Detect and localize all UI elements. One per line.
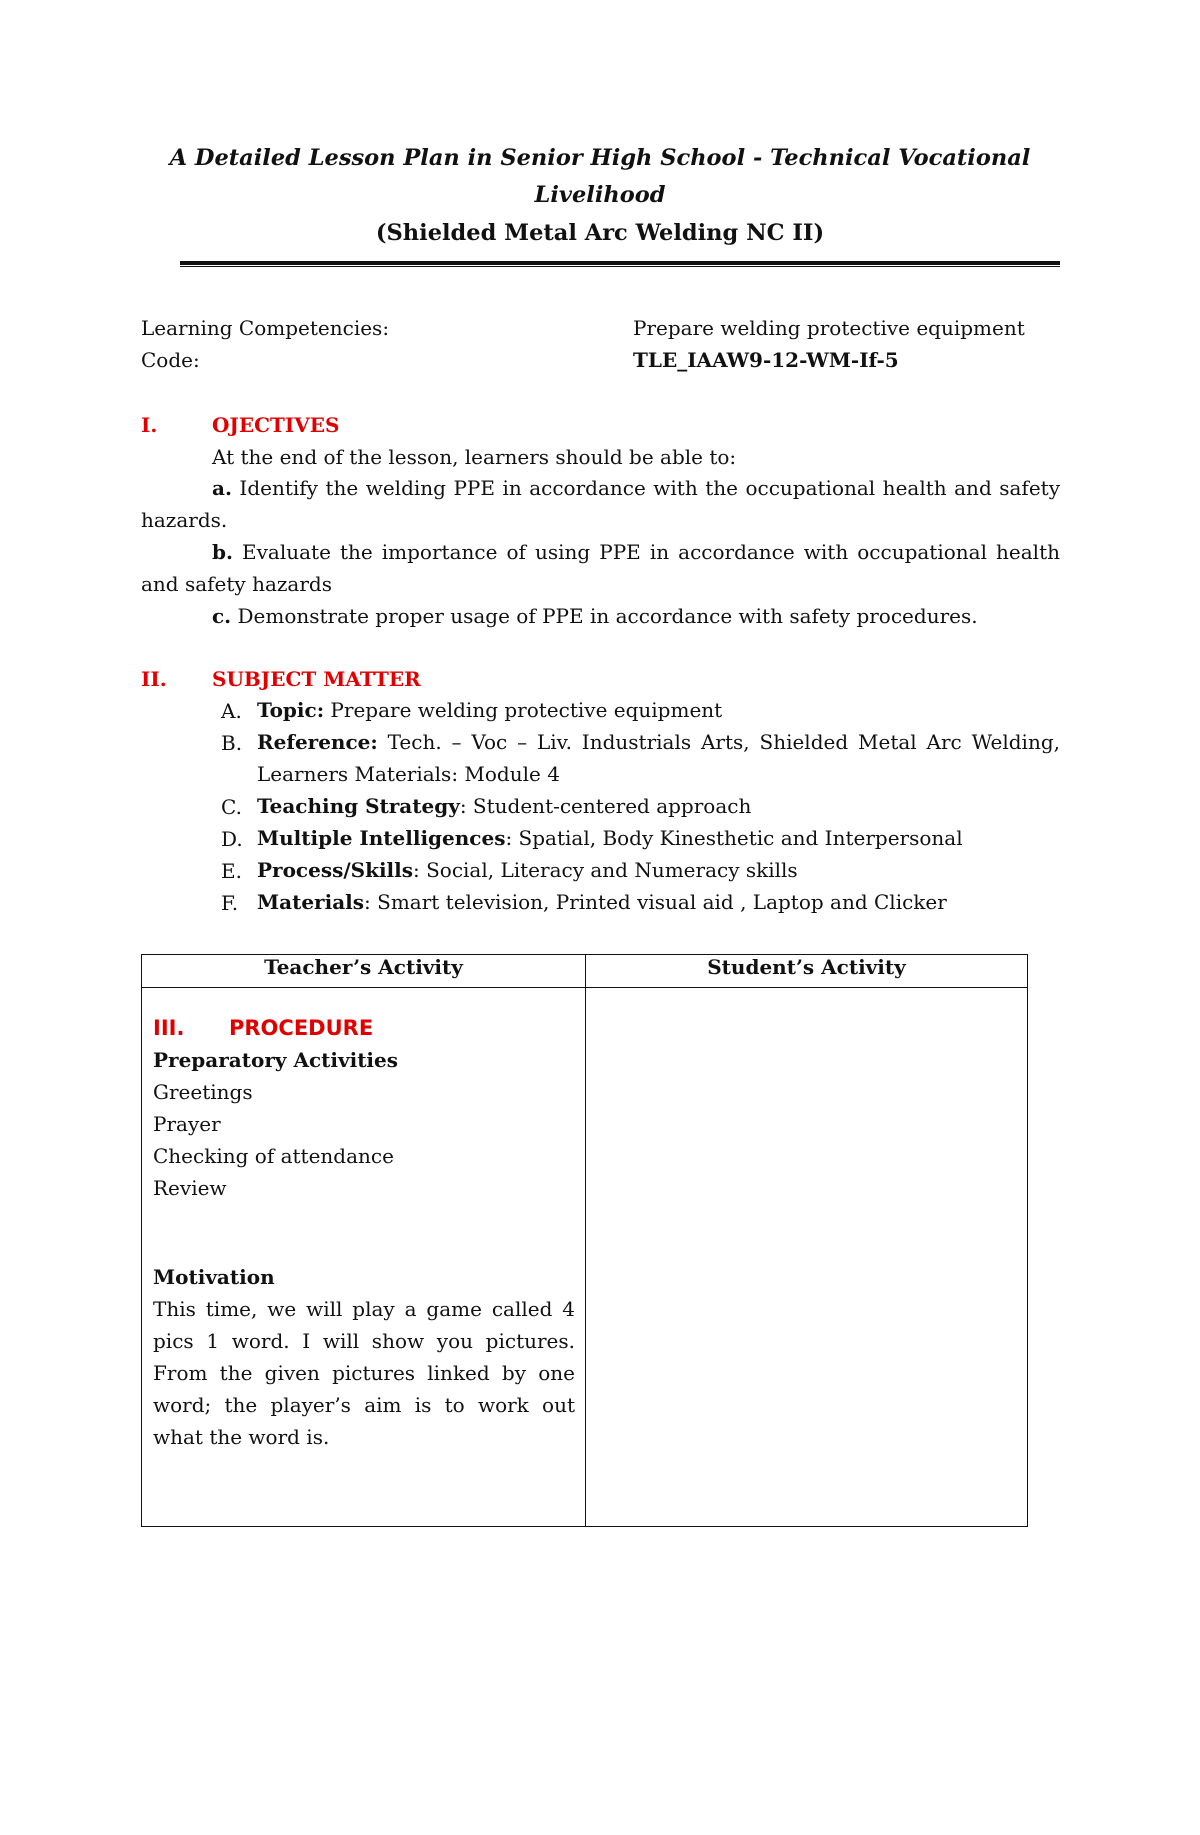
subject-item-letter: C.	[221, 795, 242, 819]
subject-matter-number: II.	[141, 667, 167, 691]
objective-text: Evaluate the importance of using PPE in accordance with occupational health and safety hazards	[141, 540, 1060, 596]
subject-item	[257, 790, 1060, 822]
document-subtitle: (Shielded Metal Arc Welding NC II)	[375, 220, 825, 246]
preparatory-item: Greetings	[153, 1080, 253, 1104]
subject-item-label: Process/Skills	[257, 858, 413, 882]
subject-matter-heading: SUBJECT MATTER	[212, 667, 421, 691]
subject-item-label: Teaching Strategy	[257, 794, 460, 818]
competency-value: Prepare welding protective equipment	[633, 316, 1025, 340]
procedure-heading	[153, 1012, 575, 1044]
title-line-1: A Detailed Lesson Plan in Senior High School - Technical Vocational	[169, 145, 1031, 171]
title-line-2: Livelihood	[534, 182, 666, 208]
subject-item-text: : Smart television, Printed visual aid , Laptop and Clicker	[364, 890, 947, 914]
objective-text: Identify the welding PPE in accordance with the occupational health and safety hazards.	[141, 476, 1060, 532]
subject-item-text: : Student-centered approach	[459, 794, 752, 818]
subject-item-text: : Spatial, Body Kinesthetic and Interpersonal	[505, 826, 963, 850]
subject-item	[257, 854, 1060, 886]
activity-table-header-row	[142, 955, 1028, 988]
subject-item	[257, 694, 1060, 726]
subject-item	[257, 726, 1060, 790]
motivation-text: This time, we will play a game called 4 pics 1 word. I will show you pictures. From the given pictures linked by one word; the player’s aim is to work out what the word is.	[153, 1297, 575, 1449]
objective-item	[141, 600, 1060, 632]
preparatory-item: Review	[153, 1176, 227, 1200]
objective-item	[141, 472, 1060, 536]
procedure-title: PROCEDURE	[229, 1016, 374, 1040]
objectives-number: I.	[141, 413, 158, 437]
objectives-intro: At the end of the lesson, learners should be able to:	[212, 445, 737, 469]
student-activity-cell	[586, 988, 1028, 1527]
subject-item-letter: B.	[221, 731, 243, 755]
subject-item-letter: A.	[221, 699, 242, 723]
preparatory-heading: Preparatory Activities	[153, 1048, 399, 1072]
subject-item-text: Tech. – Voc – Liv. Industrials Arts, Shielded Metal Arc Welding, Learners Materials: Module 4	[257, 730, 1060, 786]
teacher-activity-cell	[142, 988, 586, 1527]
activity-table-row	[142, 988, 1028, 1527]
subject-item-letter: F.	[221, 891, 239, 915]
preparatory-item: Checking of attendance	[153, 1144, 394, 1168]
objective-letter: b.	[212, 540, 233, 564]
subject-item-label: Multiple Intelligences	[257, 826, 506, 850]
subject-item-letter: E.	[221, 859, 242, 883]
subject-item-text: Prepare welding protective equipment	[324, 698, 723, 722]
subject-item-letter: D.	[221, 827, 243, 851]
objective-letter: a.	[212, 476, 232, 500]
teacher-activity-header: Teacher’s Activity	[142, 955, 586, 988]
subject-item	[257, 886, 1060, 918]
competency-label: Learning Competencies:	[141, 316, 390, 340]
objective-text: Demonstrate proper usage of PPE in accordance with safety procedures.	[231, 604, 978, 628]
subject-item-text: : Social, Literacy and Numeracy skills	[413, 858, 798, 882]
activity-table	[141, 954, 1028, 1527]
code-label: Code:	[141, 348, 200, 372]
code-value: TLE_IAAW9-12-WM-If-5	[633, 348, 899, 372]
subject-item-label: Topic:	[257, 698, 325, 722]
objectives-heading: OJECTIVES	[212, 413, 340, 437]
objective-letter: c.	[212, 604, 232, 628]
preparatory-item: Prayer	[153, 1112, 221, 1136]
title-divider	[180, 261, 1060, 265]
subject-item	[257, 822, 1060, 854]
motivation-heading: Motivation	[153, 1265, 275, 1289]
subject-item-label: Materials	[257, 890, 365, 914]
procedure-number: III.	[153, 1016, 185, 1040]
student-activity-header: Student’s Activity	[586, 955, 1028, 988]
document-title	[140, 140, 1060, 214]
objective-item	[141, 536, 1060, 600]
title-divider-thin	[180, 266, 1060, 267]
subject-item-label: Reference:	[257, 730, 378, 754]
